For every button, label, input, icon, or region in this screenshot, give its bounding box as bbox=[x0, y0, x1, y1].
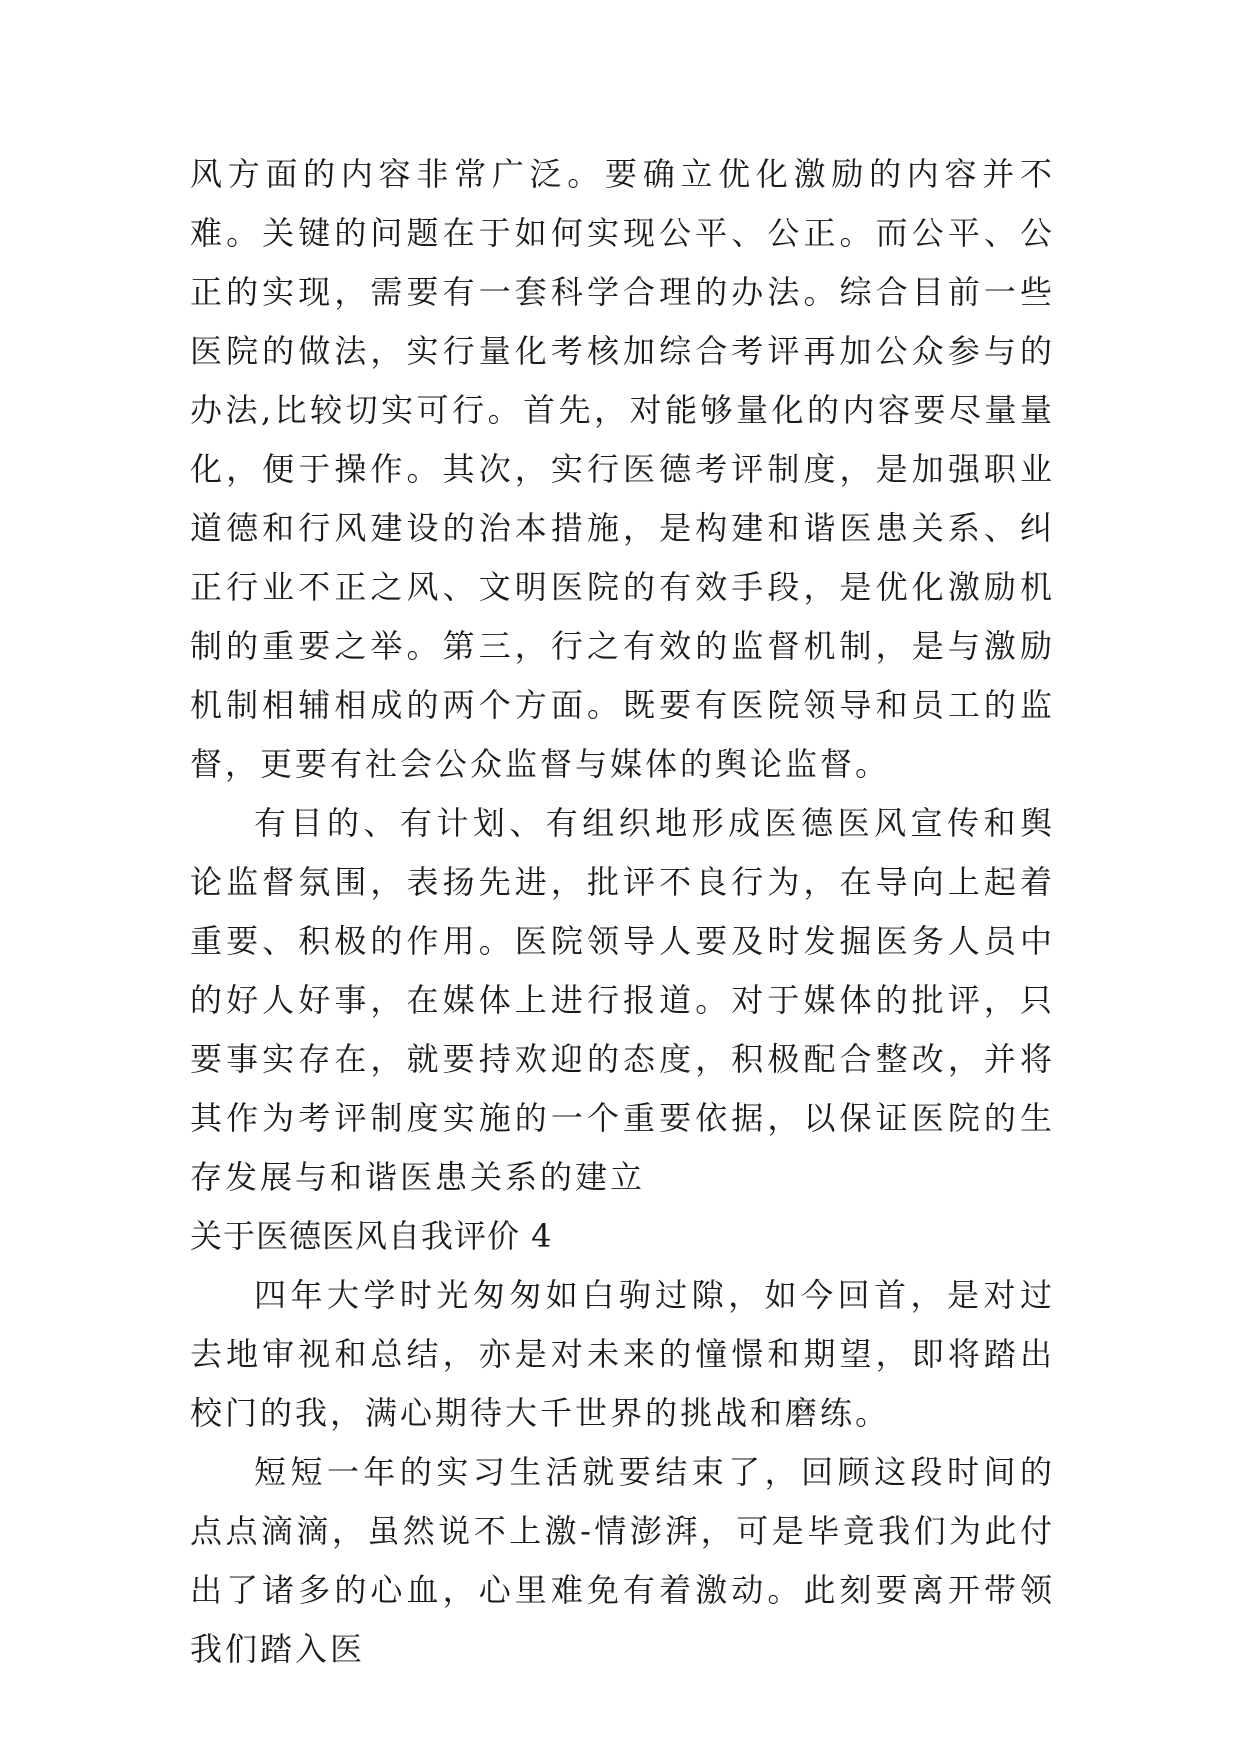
paragraph-university-years: 四年大学时光匆匆如白驹过隙，如今回首，是对过去地审视和总结，亦是对未来的憧憬和期望，即将踏出校门的我，满心期待大千世界的挑战和磨练。 bbox=[190, 1276, 1055, 1432]
paragraph-incentive-fairness: 风方面的内容非常广泛。要确立优化激励的内容并不难。关键的问题在于如何实现公平、公正。而公平、公正的实现，需要有一套科学合理的办法。综合目前一些医院的做法，实行量化考核加综合考评再加公众参与的办法,比较切实可行。首先，对能够量化的内容要尽量量化，便于操作。其次，实行医德考评制度，是加强职业道德和行风建设的治本措施，是构建和谐医患关系、纠正行业不正之风、文明医院的有效手段，是优化激励机制的重要之举。第三，行之有效的监督机制，是与激励机制相辅相成的两个方面。既要有医院领导和员工的监督，更要有社会公众监督与媒体的舆论监督。 bbox=[190, 155, 1055, 783]
paragraph-internship-reflection: 短短一年的实习生活就要结束了，回顾这段时间的点点滴滴，虽然说不上激-情澎湃，可是毕竟我们为此付出了诸多的心血，心里难免有着激动。此刻要离开带领我们踏入医 bbox=[190, 1453, 1055, 1668]
document-body bbox=[190, 145, 1055, 1679]
section-heading: 关于医德医风自我评价 4 bbox=[190, 1217, 553, 1255]
paragraph-public-opinion-supervision: 有目的、有计划、有组织地形成医德医风宣传和舆论监督氛围，表扬先进，批评不良行为，在导向上起着重要、积极的作用。医院领导人要及时发掘医务人员中的好人好事，在媒体上进行报道。对于媒体的批评，只要事实存在，就要持欢迎的态度，积极配合整改，并将其作为考评制度实施的一个重要依据，以保证医院的生存发展与和谐医患关系的建立 bbox=[190, 804, 1055, 1196]
